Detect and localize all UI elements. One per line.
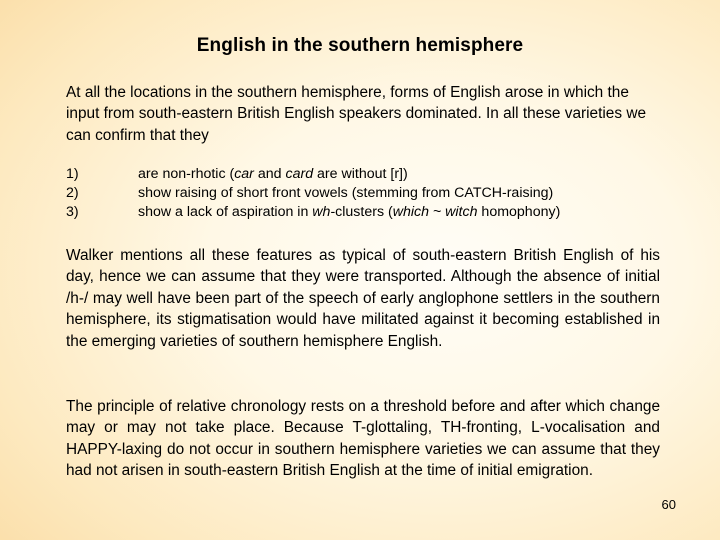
- list-item-text-part: are without [r]): [313, 166, 408, 182]
- list-item-text-part: and: [253, 166, 286, 182]
- feature-list: [66, 165, 666, 222]
- list-item-emphasis: wh: [312, 204, 331, 220]
- list-item-emphasis: card: [285, 166, 314, 182]
- list-item-text-part: show a lack of aspiration in: [138, 204, 313, 220]
- list-item-emphasis: which ~ witch: [392, 204, 478, 220]
- page-number: 60: [661, 497, 676, 512]
- list-item-text-part: are non-rhotic (: [138, 166, 235, 182]
- list-item-number: 3): [66, 204, 79, 220]
- list-item-text: show raising of short front vowels (stemming from CATCH-raising): [138, 185, 554, 201]
- list-item: [66, 165, 666, 184]
- list-item: [66, 184, 666, 203]
- list-item-number: 1): [66, 166, 79, 182]
- list-item-text-part: homophony): [477, 204, 561, 220]
- list-item-number: 2): [66, 185, 79, 201]
- intro-paragraph: At all the locations in the southern hemisphere, forms of English arose in which the input from south-eastern British English speakers dominated. In all these varieties we can confirm that they: [66, 84, 647, 144]
- list-item-emphasis: car: [234, 166, 254, 182]
- list-item-text: [138, 165, 408, 184]
- list-item-text-part: -clusters (: [330, 204, 393, 220]
- body-paragraph-chronology: The principle of relative chronology rests on a threshold before and after which change may or may not take place. Because T-glottaling, TH-fronting, L-vocalisation and HAPPY-laxing do not occur in southern hemisphere varieties we can assume that they had not arisen in south-eastern British English at the time of initial emigration.: [66, 398, 660, 480]
- list-item-text: [138, 203, 560, 222]
- slide-title: English in the southern hemisphere: [196, 35, 524, 56]
- list-item: [66, 203, 666, 222]
- body-paragraph-walker: Walker mentions all these features as typical of south-eastern British English of his day, hence we can assume that they were transported. Although the absence of initial /h-/ may well have been part of the speech of early anglophone settlers in the southern hemisphere, its stigmatisation would have militated against it becoming established in the emerging varieties of southern hemisphere English.: [66, 247, 660, 350]
